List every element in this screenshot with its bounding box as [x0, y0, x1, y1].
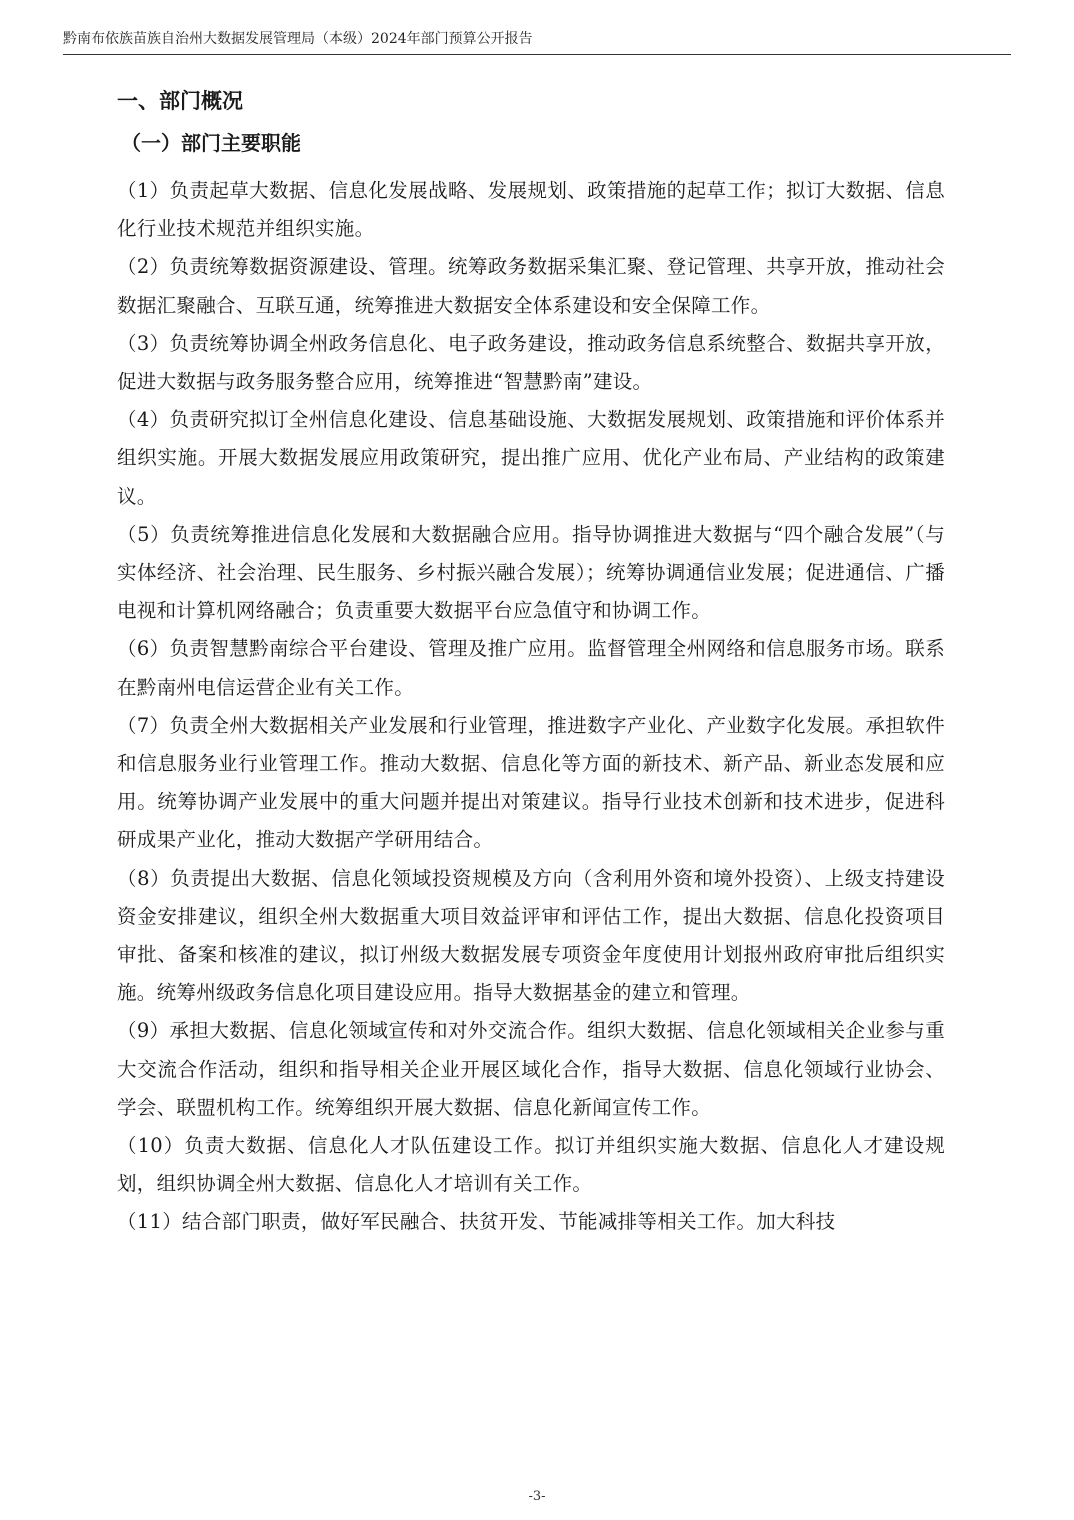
document-body [117, 86, 945, 1242]
paragraph-1: （1）负责起草大数据、信息化发展战略、发展规划、政策措施的起草工作；拟订大数据、信息化行业技术规范并组织实施。 [117, 179, 945, 241]
paragraph-9: （9）承担大数据、信息化领域宣传和对外交流合作。组织大数据、信息化领域相关企业参与重大交流合作活动，组织和指导相关企业开展区域化合作，指导大数据、信息化领域行业协会、学会、联盟机构工作。统筹组织开展大数据、信息化新闻宣传工作。 [117, 1019, 945, 1119]
page-header [63, 30, 1011, 55]
paragraph-2: （2）负责统筹数据资源建设、管理。统筹政务数据采集汇聚、登记管理、共享开放，推动社会数据汇聚融合、互联互通，统筹推进大数据安全体系建设和安全保障工作。 [117, 255, 945, 317]
page-number: -3- [528, 1489, 546, 1504]
paragraph-3: （3）负责统筹协调全州政务信息化、电子政务建设，推动政务信息系统整合、数据共享开放，促进大数据与政务服务整合应用，统筹推进“智慧黔南”建设。 [117, 331, 945, 394]
paragraph-10: （10）负责大数据、信息化人才队伍建设工作。拟订并组织实施大数据、信息化人才建设规划，组织协调全州大数据、信息化人才培训有关工作。 [117, 1134, 945, 1196]
paragraph-4: （4）负责研究拟订全州信息化建设、信息基础设施、大数据发展规划、政策措施和评价体系并组织实施。开展大数据发展应用政策研究，提出推广应用、优化产业布局、产业结构的政策建议。 [117, 408, 945, 508]
paragraph-5: （5）负责统筹推进信息化发展和大数据融合应用。指导协调推进大数据与“四个融合发展”（与实体经济、社会治理、民生服务、乡村振兴融合发展）；统筹协调通信业发展；促进通信、广播电视和计算机网络融合；负责重要大数据平台应急值守和协调工作。 [117, 522, 945, 623]
paragraph-11: （11）结合部门职责，做好军民融合、扶贫开发、节能减排等相关工作。加大科技 [117, 1210, 836, 1234]
paragraph-8: （8）负责提出大数据、信息化领域投资规模及方向（含利用外资和境外投资）、上级支持建设资金安排建议，组织全州大数据重大项目效益评审和评估工作，提出大数据、信息化投资项目审批、备案和核准的建议，拟订州级大数据发展专项资金年度使用计划报州政府审批后组织实施。统筹州级政务信息化项目建设应用。指导大数据基金的建立和管理。 [117, 866, 945, 1005]
subsection-title: （一）部门主要职能 [121, 131, 301, 155]
section-title: 一、部门概况 [117, 89, 243, 113]
paragraph-6: （6）负责智慧黔南综合平台建设、管理及推广应用。监督管理全州网络和信息服务市场。联系在黔南州电信运营企业有关工作。 [117, 637, 945, 699]
header-title: 黔南布依族苗族自治州大数据发展管理局（本级）2024年部门预算公开报告 [63, 31, 533, 47]
paragraph-7: （7）负责全州大数据相关产业发展和行业管理，推进数字产业化、产业数字化发展。承担软件和信息服务业行业管理工作。推动大数据、信息化等方面的新技术、新产品、新业态发展和应用。统筹协调产业发展中的重大问题并提出对策建议。指导行业技术创新和技术进步，促进科研成果产业化，推动大数据产学研用结合。 [117, 713, 945, 852]
